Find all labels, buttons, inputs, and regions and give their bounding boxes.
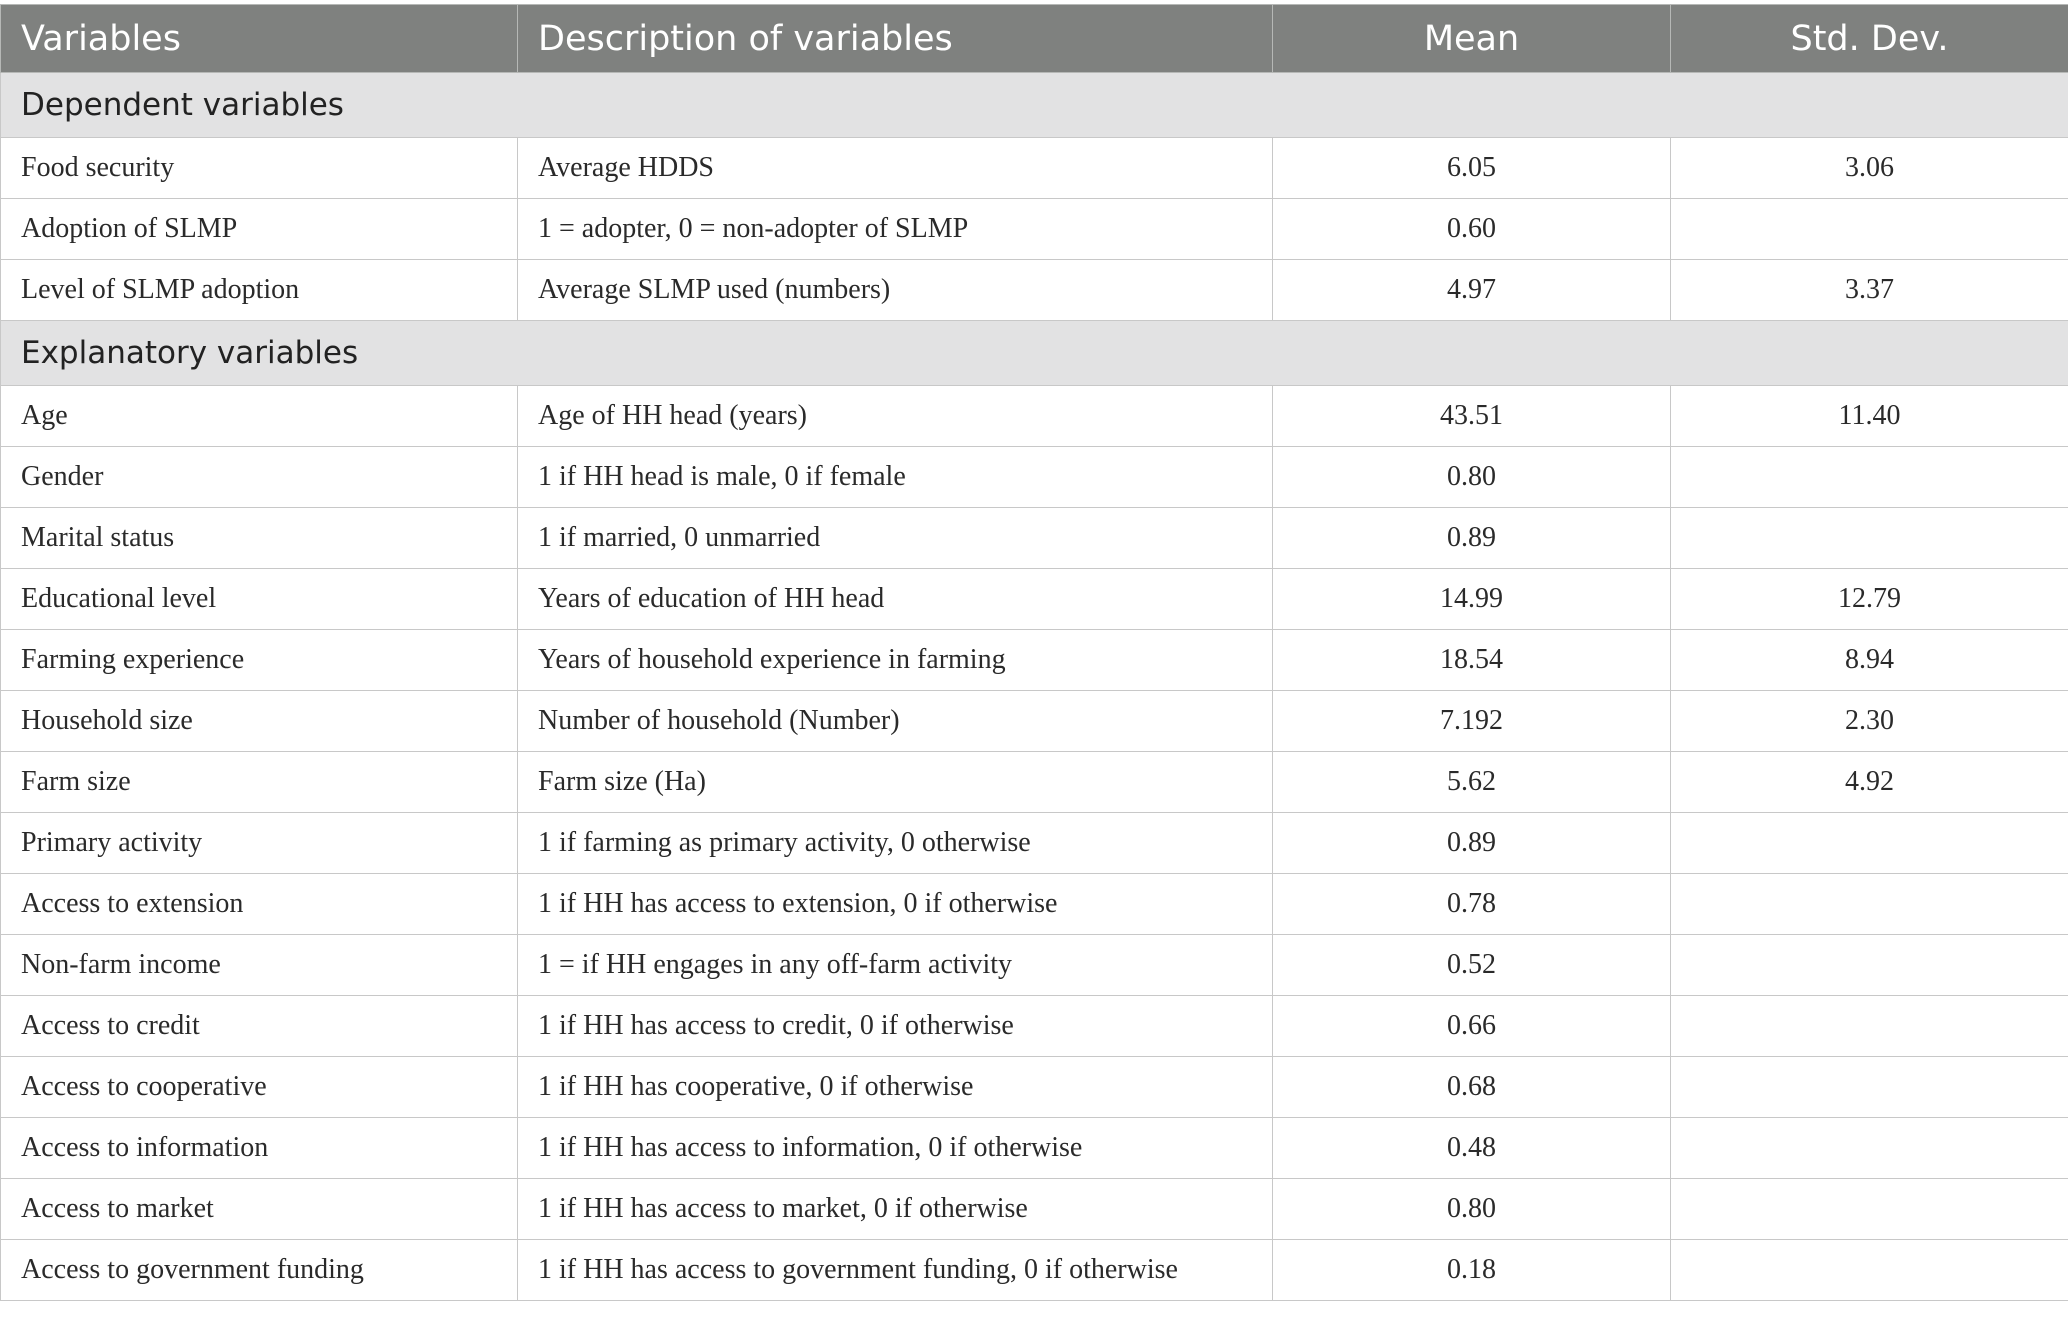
mean-cell: 43.51 [1273, 386, 1671, 447]
mean-cell: 0.80 [1273, 1179, 1671, 1240]
table-row [1, 752, 2068, 813]
description-cell: 1 = adopter, 0 = non-adopter of SLMP [518, 199, 1273, 260]
mean-cell: 6.05 [1273, 138, 1671, 199]
header-variables: Variables [1, 5, 518, 73]
header-std-dev: Std. Dev. [1671, 5, 2068, 73]
std-dev-cell: 3.06 [1671, 138, 2068, 199]
variable-name-cell: Access to cooperative [1, 1057, 518, 1118]
std-dev-cell: 4.92 [1671, 752, 2068, 813]
description-cell: 1 if HH has cooperative, 0 if otherwise [518, 1057, 1273, 1118]
table-row [1, 447, 2068, 508]
std-dev-cell: 8.94 [1671, 630, 2068, 691]
description-cell: 1 if HH has access to extension, 0 if otherwise [518, 874, 1273, 935]
description-cell: 1 if HH has access to market, 0 if otherwise [518, 1179, 1273, 1240]
description-cell: Age of HH head (years) [518, 386, 1273, 447]
variable-name-cell: Educational level [1, 569, 518, 630]
variable-name-cell: Farm size [1, 752, 518, 813]
std-dev-cell [1671, 1057, 2068, 1118]
variable-name-cell: Adoption of SLMP [1, 199, 518, 260]
mean-cell: 0.78 [1273, 874, 1671, 935]
description-cell: 1 if farming as primary activity, 0 otherwise [518, 813, 1273, 874]
std-dev-cell [1671, 1118, 2068, 1179]
header-row [1, 5, 2068, 73]
table-row [1, 996, 2068, 1057]
description-cell: 1 if HH head is male, 0 if female [518, 447, 1273, 508]
table-row [1, 138, 2068, 199]
variable-name-cell: Gender [1, 447, 518, 508]
table-body [1, 73, 2068, 1301]
section-title: Explanatory variables [1, 321, 2068, 386]
description-cell: Farm size (Ha) [518, 752, 1273, 813]
mean-cell: 7.192 [1273, 691, 1671, 752]
description-cell: 1 if HH has access to information, 0 if otherwise [518, 1118, 1273, 1179]
variable-name-cell: Age [1, 386, 518, 447]
table-row [1, 630, 2068, 691]
header-description: Description of variables [518, 5, 1273, 73]
mean-cell: 5.62 [1273, 752, 1671, 813]
table-row [1, 1057, 2068, 1118]
table-row [1, 691, 2068, 752]
section-title: Dependent variables [1, 73, 2068, 138]
description-cell: Years of education of HH head [518, 569, 1273, 630]
mean-cell: 0.66 [1273, 996, 1671, 1057]
mean-cell: 18.54 [1273, 630, 1671, 691]
table-row [1, 386, 2068, 447]
variable-name-cell: Access to government funding [1, 1240, 518, 1301]
mean-cell: 0.48 [1273, 1118, 1671, 1179]
mean-cell: 0.52 [1273, 935, 1671, 996]
std-dev-cell [1671, 874, 2068, 935]
section-row [1, 321, 2068, 386]
description-cell: Average HDDS [518, 138, 1273, 199]
variable-name-cell: Food security [1, 138, 518, 199]
std-dev-cell [1671, 1240, 2068, 1301]
mean-cell: 0.60 [1273, 199, 1671, 260]
table-row [1, 1240, 2068, 1301]
mean-cell: 0.89 [1273, 508, 1671, 569]
variable-name-cell: Level of SLMP adoption [1, 260, 518, 321]
std-dev-cell: 12.79 [1671, 569, 2068, 630]
description-cell: 1 if HH has access to credit, 0 if otherwise [518, 996, 1273, 1057]
std-dev-cell [1671, 199, 2068, 260]
mean-cell: 14.99 [1273, 569, 1671, 630]
mean-cell: 0.18 [1273, 1240, 1671, 1301]
mean-cell: 0.68 [1273, 1057, 1671, 1118]
variables-table [0, 4, 2068, 1301]
variable-name-cell: Access to credit [1, 996, 518, 1057]
std-dev-cell [1671, 813, 2068, 874]
table-row [1, 1118, 2068, 1179]
description-cell: 1 if HH has access to government funding, 0 if otherwise [518, 1240, 1273, 1301]
variable-name-cell: Access to extension [1, 874, 518, 935]
section-row [1, 73, 2068, 138]
std-dev-cell: 11.40 [1671, 386, 2068, 447]
variable-name-cell: Primary activity [1, 813, 518, 874]
variable-name-cell: Household size [1, 691, 518, 752]
table-row [1, 260, 2068, 321]
mean-cell: 4.97 [1273, 260, 1671, 321]
description-cell: 1 = if HH engages in any off-farm activity [518, 935, 1273, 996]
std-dev-cell [1671, 935, 2068, 996]
std-dev-cell [1671, 447, 2068, 508]
table-row [1, 508, 2068, 569]
variable-name-cell: Access to market [1, 1179, 518, 1240]
table-row [1, 874, 2068, 935]
table-row [1, 569, 2068, 630]
std-dev-cell [1671, 508, 2068, 569]
table-row [1, 199, 2068, 260]
std-dev-cell: 2.30 [1671, 691, 2068, 752]
variable-name-cell: Non-farm income [1, 935, 518, 996]
description-cell: 1 if married, 0 unmarried [518, 508, 1273, 569]
header-mean: Mean [1273, 5, 1671, 73]
description-cell: Years of household experience in farming [518, 630, 1273, 691]
mean-cell: 0.89 [1273, 813, 1671, 874]
std-dev-cell: 3.37 [1671, 260, 2068, 321]
description-cell: Number of household (Number) [518, 691, 1273, 752]
variable-name-cell: Marital status [1, 508, 518, 569]
table-row [1, 935, 2068, 996]
variable-name-cell: Access to information [1, 1118, 518, 1179]
std-dev-cell [1671, 1179, 2068, 1240]
mean-cell: 0.80 [1273, 447, 1671, 508]
table-row [1, 813, 2068, 874]
variable-name-cell: Farming experience [1, 630, 518, 691]
std-dev-cell [1671, 996, 2068, 1057]
description-cell: Average SLMP used (numbers) [518, 260, 1273, 321]
table-row [1, 1179, 2068, 1240]
